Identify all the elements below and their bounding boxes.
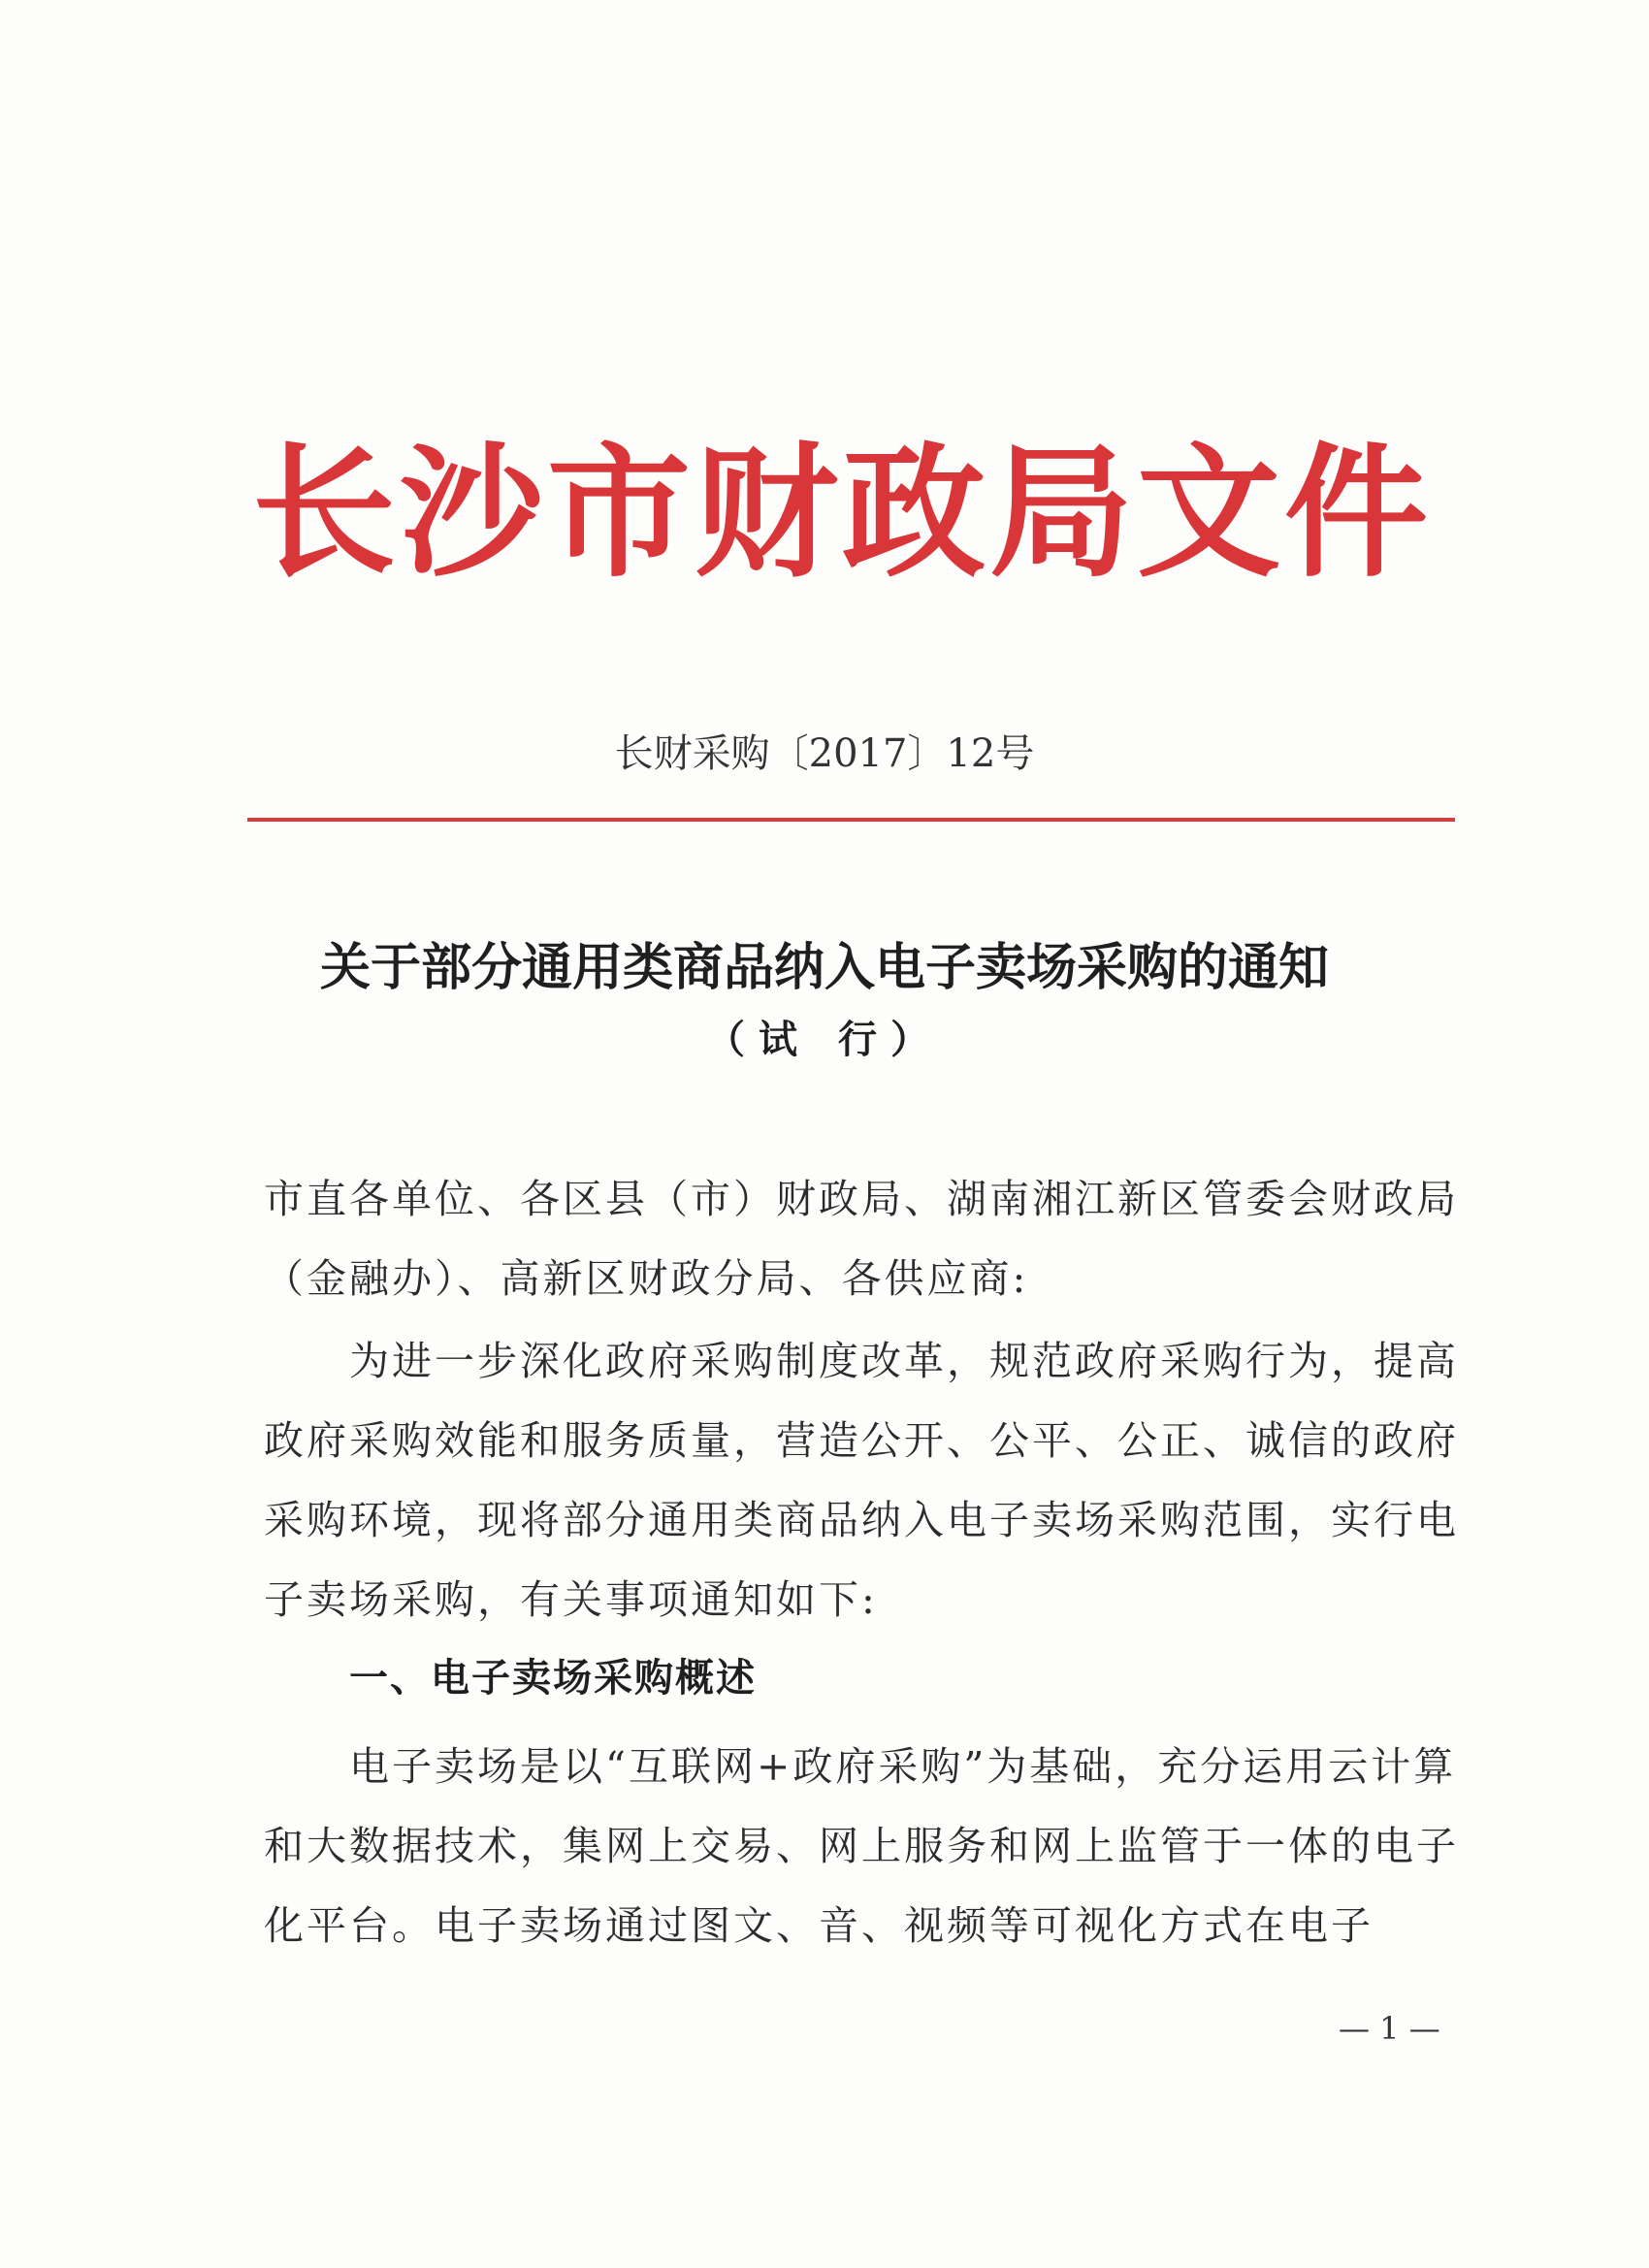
recipients-paragraph: 市直各单位、各区县（市）财政局、湖南湘江新区管委会财政局（金融办）、高新区财政分局、各供应商: — [264, 1176, 1459, 1302]
masthead-title: 长沙市财政局文件 — [252, 428, 1432, 597]
page-number: — 1 — — [1339, 2010, 1440, 2047]
section-heading-1: 一、电子卖场采购概述 — [349, 1656, 757, 1701]
section-1-paragraph: 电子卖场是以“互联网+政府采购”为基础，充分运用云计算和大数据技术，集网上交易、网上服务和网上监管于一体的电子化平台。电子卖场通过图文、音、视频等可视化方式在电子 — [264, 1743, 1459, 1949]
notice-subtitle: （试 行） — [706, 1017, 943, 1062]
notice-title: 关于部分通用类商品纳入电子卖场采购的通知 — [319, 938, 1329, 997]
document-number: 长财采购〔2017〕12号 — [614, 731, 1035, 776]
red-divider-rule — [247, 818, 1455, 822]
intro-paragraph: 为进一步深化政府采购制度改革，规范政府采购行为，提高政府采购效能和服务质量，营造公开、公平、公正、诚信的政府采购环境，现将部分通用类商品纳入电子卖场采购范围，实行电子卖场采购，有关事项通知如下: — [264, 1338, 1459, 1623]
